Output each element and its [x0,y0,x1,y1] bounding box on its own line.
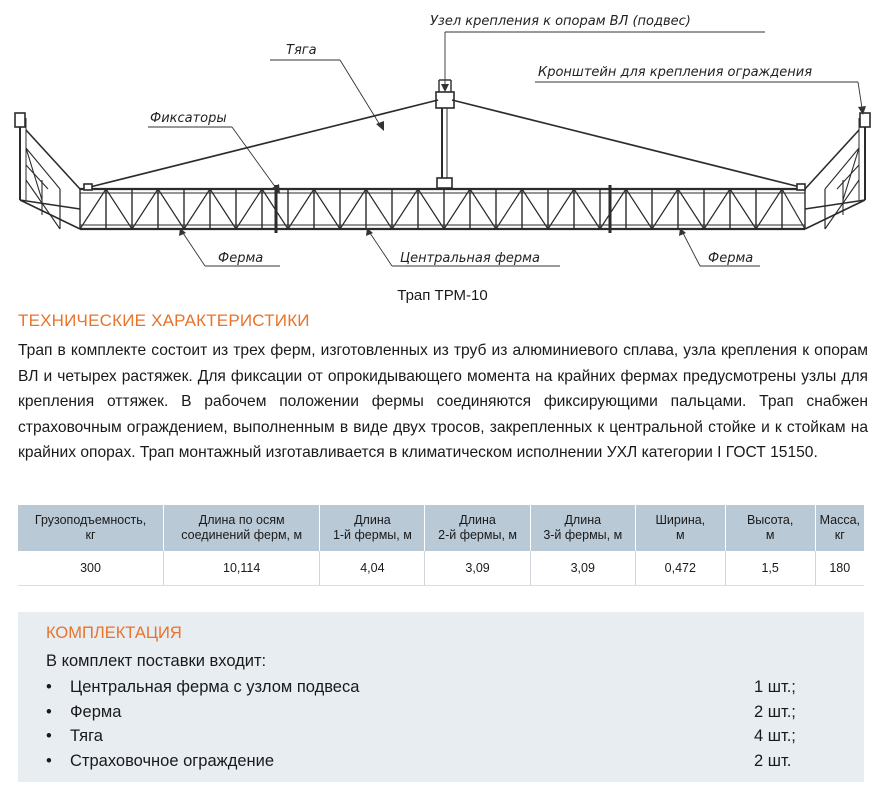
kit-item-qty: 1 шт.; [754,678,796,696]
truss-diagonal [158,189,184,229]
value-mass: 180 [815,551,864,586]
value-length-2: 3,09 [425,551,530,586]
kit-item-name: Тяга [70,727,103,745]
ladder-diagram [0,0,885,300]
value-capacity: 300 [18,551,164,586]
kit-item-qty: 4 шт.; [754,727,796,745]
label-truss-right: Ферма [708,251,754,266]
kit-panel [18,612,864,782]
truss-diagonal [652,189,678,229]
tech-specs-title: ТЕХНИЧЕСКИЕ ХАРАКТЕРИСТИКИ [18,311,310,330]
truss-diagonal [210,189,236,229]
kit-item-qty: 2 шт.; [754,702,796,721]
kit-item-name: Центральная ферма с узлом подвеса [70,678,360,696]
bullet: • [46,678,52,696]
suspension-node [436,92,454,108]
specs-header-row [18,505,864,551]
bullet: • [46,751,52,770]
value-length-axes: 10,114 [164,551,320,586]
truss-diagonal [600,189,626,229]
value-length-3: 3,09 [530,551,635,586]
right-bracket [860,113,870,127]
kit-item-name: Ферма [70,702,122,721]
truss-diagonal [392,189,418,229]
kit-item-qty: 2 шт. [754,751,792,770]
value-length-1: 4,04 [320,551,425,586]
truss-diagonal [418,189,444,229]
label-central-truss: Центральная ферма [400,251,540,266]
tech-specs-description: Трап в комплекте состоит из трех ферм, изготовленных из труб из алюминиевого сплава, узла крепления к опорам ВЛ и четырех растяжек. Для фиксации от опрокидывающего момента на крайних фермах предусмотрены узлы для крепления оттяжек. В рабочем положении фермы соединяются фиксирующими пальцами. Трап снабжен страховочным ограждением, выполненным в виде двух тросов, закрепленных к центральной стойке и к стойкам на крайних опорах. Трап монтажный изготавливается в климатическом исполнении УХЛ категории I ГОСТ 15150. [18,342,868,461]
truss-diagonal [548,189,574,229]
specs-table [18,505,864,586]
bullet: • [46,702,52,721]
truss-diagonal [522,189,548,229]
truss-diagonal [184,189,210,229]
label-bracket: Кронштейн для крепления ограждения [538,65,813,80]
label-fixators: Фиксаторы [150,111,227,126]
truss-diagonal [756,189,782,229]
truss-diagonal [314,189,340,229]
truss-diagonal [132,189,158,229]
left-bracket [15,113,25,127]
truss-diagonal [288,189,314,229]
truss-diagonal [470,189,496,229]
rod-right [452,100,800,187]
kit-item-name: Страховочное ограждение [70,751,275,770]
truss-drawing [15,80,870,233]
diagram-caption: Трап ТРМ-10 [397,287,488,304]
truss-diagonal [106,189,132,229]
specs-values-row [18,551,864,586]
rod-anchor-left [84,184,92,190]
label-truss-left: Ферма [218,251,264,266]
bullet: • [46,727,52,745]
truss-diagonal [340,189,366,229]
kit-item-truss [46,703,806,728]
value-height: 1,5 [725,551,815,586]
mast-base [437,178,452,188]
kit-title: КОМПЛЕКТАЦИЯ [46,624,182,642]
header-length-1: Длина 1-й фермы, м [320,505,425,551]
kit-item-guard [46,752,806,777]
kit-item-central-truss [46,678,806,703]
kit-list [46,678,806,776]
truss-diagonal [678,189,704,229]
truss-diagonal [80,189,106,229]
value-width: 0,472 [635,551,725,586]
label-rod: Тяга [286,43,317,58]
truss-diagonal [496,189,522,229]
label-suspension-node: Узел крепления к опорам ВЛ (подвес) [430,14,691,29]
header-length-3: Длина 3-й фермы, м [530,505,635,551]
truss-diagonal [704,189,730,229]
truss-diagonal [574,189,600,229]
truss-diagonal [236,189,262,229]
header-mass: Масса, кг [815,505,864,551]
rod-anchor-right [797,184,805,190]
truss-diagonal [782,189,805,229]
kit-intro: В комплект поставки входит: [46,652,267,670]
header-length-2: Длина 2-й фермы, м [425,505,530,551]
header-capacity: Грузоподъемность, кг [18,505,164,551]
kit-item-rod [46,727,806,752]
header-height: Высота, м [725,505,815,551]
truss-diagonal [626,189,652,229]
truss-diagonal [730,189,756,229]
truss-diagonal [444,189,470,229]
header-width: Ширина, м [635,505,725,551]
rod-left [90,100,438,187]
header-length-axes: Длина по осям соединений ферм, м [164,505,320,551]
truss-diagonal [366,189,392,229]
